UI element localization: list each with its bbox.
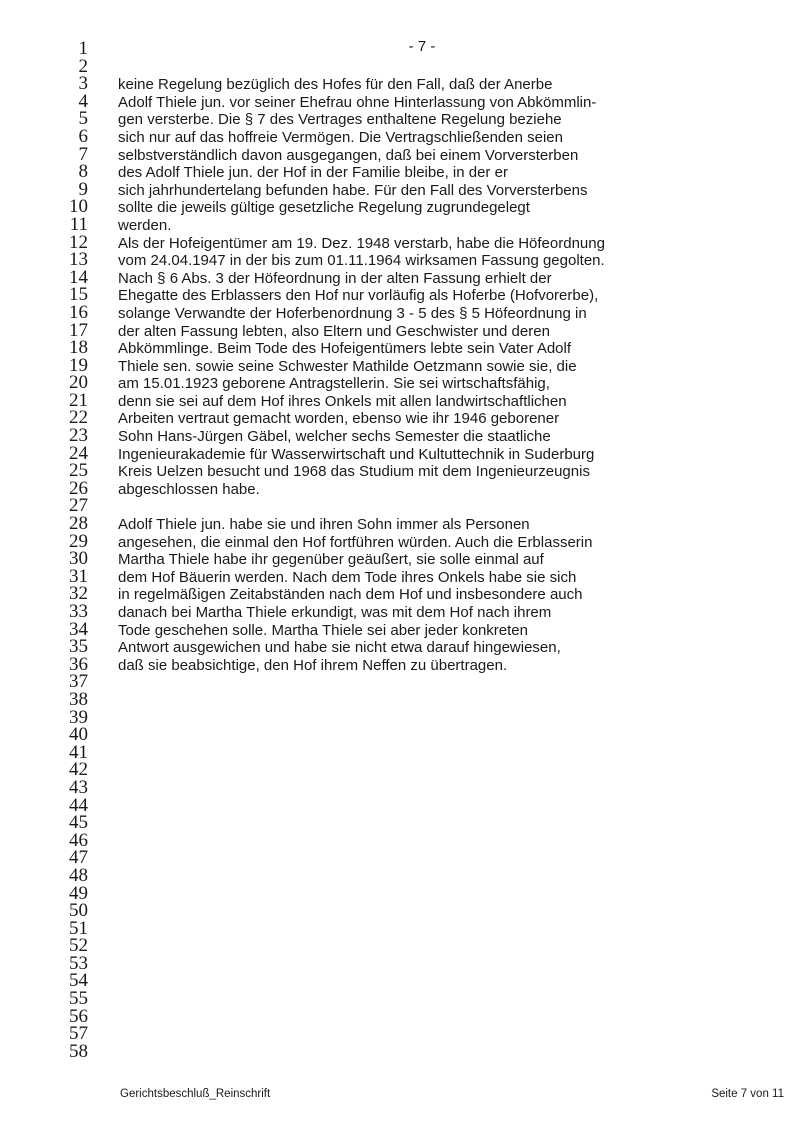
line-text: Martha Thiele habe ihr gegenüber geäußert, sie solle einmal auf xyxy=(118,551,544,569)
line-text: denn sie sei auf dem Hof ihres Onkels mit allen landwirtschaftlichen xyxy=(118,392,567,410)
line-text: Adolf Thiele jun. habe sie und ihren Sohn immer als Personen xyxy=(118,516,530,534)
line-number: 33 xyxy=(69,601,88,622)
line-number: 19 xyxy=(69,354,88,376)
text-line xyxy=(0,706,806,728)
text-line xyxy=(0,374,806,392)
line-number: 49 xyxy=(69,882,88,904)
line-number: 38 xyxy=(69,688,88,710)
text-line xyxy=(0,550,806,568)
line-number: 11 xyxy=(69,213,88,235)
line-number: 36 xyxy=(69,653,88,675)
line-text: Ingenieurakademie für Wasserwirtschaft und Kultuttechnik in Suderburg xyxy=(118,445,595,463)
line-number: 28 xyxy=(69,513,88,535)
line-number: 46 xyxy=(69,829,88,851)
text-line xyxy=(0,90,806,112)
text-line xyxy=(0,110,806,128)
text-line xyxy=(0,231,806,253)
line-text: vom 24.04.1947 in der bis zum 01.11.1964 wirksamen Fassung gegolten. xyxy=(118,252,605,270)
text-line xyxy=(0,761,806,779)
text-line xyxy=(0,829,806,851)
text-line xyxy=(0,427,806,445)
line-text: Kreis Uelzen besucht und 1968 das Studium mit dem Ingenieurzeugnis xyxy=(118,463,590,481)
line-number: 53 xyxy=(69,952,88,974)
text-line xyxy=(0,143,806,165)
text-line xyxy=(0,585,806,603)
line-text: Sohn Hans-Jürgen Gäbel, welcher sechs Semester die staatliche xyxy=(118,428,551,446)
line-number: 58 xyxy=(69,1040,88,1062)
line-number: 10 xyxy=(69,196,88,218)
line-number: 41 xyxy=(69,741,88,763)
line-number: 13 xyxy=(69,249,88,271)
line-number: 47 xyxy=(69,847,88,869)
text-line xyxy=(0,125,806,147)
line-text: werden. xyxy=(118,216,172,234)
footer-document-title: Gerichtsbeschluß_Reinschrift xyxy=(120,1088,271,1100)
line-text: angesehen, die einmal den Hof fortführen würden. Auch die Erblasserin xyxy=(118,533,593,551)
line-number: 24 xyxy=(69,442,88,464)
footer-page-indicator: Seite 7 von 11 xyxy=(711,1088,784,1100)
text-line xyxy=(0,864,806,886)
text-line xyxy=(0,794,806,816)
line-number: 12 xyxy=(69,231,88,253)
text-line xyxy=(0,40,806,58)
line-number: 48 xyxy=(69,864,88,886)
line-number: 31 xyxy=(69,565,88,587)
line-text: daß sie beabsichtige, den Hof ihrem Neffen zu übertragen. xyxy=(118,656,508,674)
line-number: 2 xyxy=(78,55,88,77)
text-line xyxy=(0,814,806,832)
line-text: solange Verwandte der Hoferbenordnung 3 - 5 des § 5 Höfeordnung in xyxy=(118,304,587,322)
line-text: des Adolf Thiele jun. der Hof in der Familie bleibe, in der er xyxy=(118,164,508,182)
line-number: 14 xyxy=(69,266,88,288)
line-number: 52 xyxy=(69,935,88,957)
text-line xyxy=(0,1040,806,1062)
page-number-header: - 7 - xyxy=(408,38,436,55)
text-line xyxy=(0,726,806,744)
line-text: keine Regelung bezüglich des Hofes für den Fall, daß der Anerbe xyxy=(118,76,553,94)
text-line xyxy=(0,462,806,480)
line-number: 37 xyxy=(69,671,88,693)
text-line xyxy=(0,638,806,656)
line-number: 20 xyxy=(69,372,88,394)
line-text: Tode geschehen solle. Martha Thiele sei aber jeder konkreten xyxy=(118,621,528,639)
line-number: 15 xyxy=(69,284,88,306)
text-line xyxy=(0,55,806,77)
line-number: 22 xyxy=(69,407,88,429)
text-line xyxy=(0,688,806,710)
line-number: 29 xyxy=(69,530,88,552)
line-number: 39 xyxy=(69,706,88,728)
line-number: 55 xyxy=(69,988,88,1010)
text-line xyxy=(0,477,806,499)
line-number: 51 xyxy=(69,917,88,939)
text-line xyxy=(0,251,806,269)
line-number: 57 xyxy=(69,1023,88,1045)
line-number: 26 xyxy=(69,477,88,499)
text-line xyxy=(0,1005,806,1027)
line-text: gen versterbe. Die § 7 des Vertrages enthaltene Regelung beziehe xyxy=(118,111,562,129)
line-number: 5 xyxy=(78,108,88,130)
text-line xyxy=(0,354,806,376)
line-number: 43 xyxy=(69,776,88,798)
line-number: 6 xyxy=(78,125,88,147)
text-line xyxy=(0,776,806,798)
line-text: Abkömmlinge. Beim Tode des Hofeigentümers lebte sein Vater Adolf xyxy=(118,340,572,358)
line-number: 34 xyxy=(69,618,88,640)
text-line xyxy=(0,882,806,904)
line-text: sich nur auf das hoffreie Vermögen. Die Vertragschließenden seien xyxy=(118,128,563,146)
text-line xyxy=(0,198,806,216)
line-text: Thiele sen. sowie seine Schwester Mathilde Oetzmann sowie sie, die xyxy=(118,357,577,375)
line-number: 56 xyxy=(69,1005,88,1027)
line-number: 32 xyxy=(69,583,88,605)
line-text: selbstverständlich davon ausgegangen, daß bei einem Vorversterben xyxy=(118,146,579,164)
text-line xyxy=(0,530,806,552)
text-line xyxy=(0,972,806,990)
line-number: 17 xyxy=(69,319,88,341)
text-line xyxy=(0,618,806,640)
text-line xyxy=(0,653,806,675)
line-number: 23 xyxy=(69,425,88,447)
line-text: Adolf Thiele jun. vor seiner Ehefrau ohne Hinterlassung von Abkömmlin- xyxy=(118,93,597,111)
text-line xyxy=(0,917,806,939)
text-line xyxy=(0,902,806,920)
line-text: Antwort ausgewichen und habe sie nicht etwa darauf hingewiesen, xyxy=(118,639,561,657)
line-number: 25 xyxy=(69,460,88,482)
line-text: sollte die jeweils gültige gesetzliche Regelung zugrundegelegt xyxy=(118,199,530,217)
line-text: Als der Hofeigentümer am 19. Dez. 1948 verstarb, habe die Höfeordnung xyxy=(118,234,605,252)
line-number: 50 xyxy=(69,900,88,922)
line-number: 9 xyxy=(78,178,88,200)
text-line xyxy=(0,565,806,587)
line-number: 42 xyxy=(69,759,88,781)
text-line xyxy=(0,937,806,955)
text-line xyxy=(0,339,806,357)
line-number: 3 xyxy=(78,73,88,95)
line-text: abgeschlossen habe. xyxy=(118,480,260,498)
line-number: 7 xyxy=(78,143,88,165)
line-number: 54 xyxy=(69,970,88,992)
text-line xyxy=(0,442,806,464)
line-number: 4 xyxy=(78,90,88,112)
line-number: 45 xyxy=(69,812,88,834)
text-line xyxy=(0,673,806,691)
text-line xyxy=(0,849,806,867)
text-line xyxy=(0,603,806,621)
line-text: Nach § 6 Abs. 3 der Höfeordnung in der alten Fassung erhielt der xyxy=(118,269,552,287)
line-text: der alten Fassung lebten, also Eltern und Geschwister und deren xyxy=(118,322,550,340)
text-line xyxy=(0,213,806,235)
line-text: dem Hof Bäuerin werden. Nach dem Tode ihres Onkels habe sie sich xyxy=(118,568,577,586)
text-line xyxy=(0,952,806,974)
text-line xyxy=(0,319,806,341)
line-number: 44 xyxy=(69,794,88,816)
line-number: 35 xyxy=(69,636,88,658)
text-line xyxy=(0,990,806,1008)
line-text: in regelmäßigen Zeitabständen nach dem Hof und insbesondere auch xyxy=(118,586,583,604)
text-line xyxy=(0,741,806,763)
line-numbered-body xyxy=(0,40,806,1060)
line-number: 8 xyxy=(78,161,88,183)
text-line xyxy=(0,497,806,515)
text-line xyxy=(0,409,806,427)
line-number: 21 xyxy=(69,389,88,411)
line-text: Arbeiten vertraut gemacht worden, ebenso wie ihr 1946 geborener xyxy=(118,410,560,428)
text-line xyxy=(0,515,806,533)
text-line xyxy=(0,389,806,411)
line-text: sich jahrhundertelang befunden habe. Für den Fall des Vorversterbens xyxy=(118,181,588,199)
text-line xyxy=(0,266,806,288)
line-text: Ehegatte des Erblassers den Hof nur vorläufig als Hoferbe (Hofvorerbe), xyxy=(118,287,599,305)
line-number: 27 xyxy=(69,495,88,517)
text-line xyxy=(0,178,806,200)
text-line xyxy=(0,163,806,181)
text-line xyxy=(0,1025,806,1043)
line-number: 16 xyxy=(69,301,88,323)
text-line xyxy=(0,75,806,93)
line-text: danach bei Martha Thiele erkundigt, was mit dem Hof nach ihrem xyxy=(118,604,552,621)
line-text: am 15.01.1923 geborene Antragstellerin. Sie sei wirtschaftsfähig, xyxy=(118,375,550,393)
line-number: 40 xyxy=(69,724,88,746)
text-line xyxy=(0,286,806,304)
page-footer xyxy=(120,1088,784,1100)
text-line xyxy=(0,301,806,323)
line-number: 30 xyxy=(69,548,88,570)
line-number: 1 xyxy=(78,38,88,59)
line-number: 18 xyxy=(69,337,88,359)
